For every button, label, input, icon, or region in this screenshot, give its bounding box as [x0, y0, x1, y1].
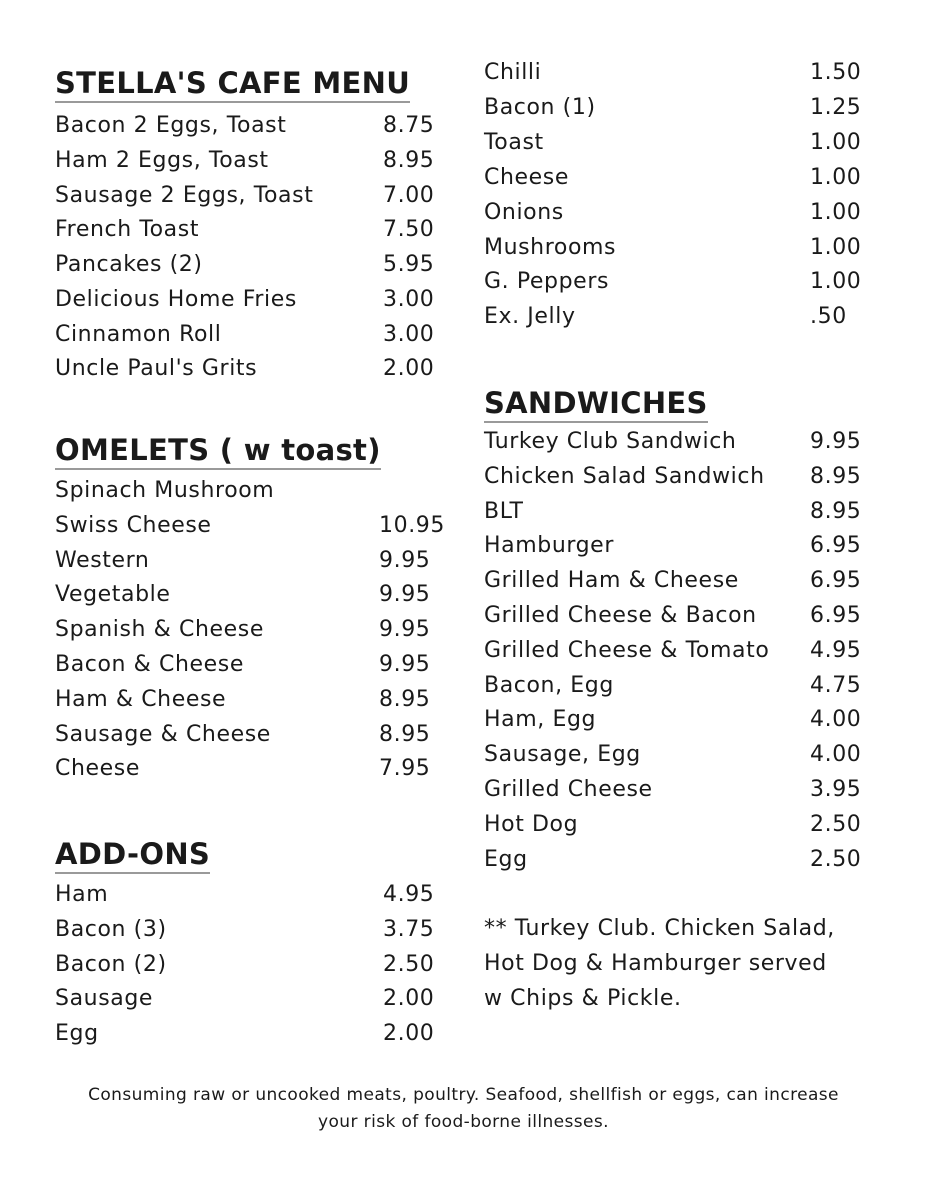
extra-item-price: 1.00: [810, 269, 862, 295]
breakfast-item-price: 2.00: [383, 356, 435, 382]
sandwich-item-price: 4.75: [810, 672, 862, 698]
omelet-item-price: 9.95: [379, 652, 431, 677]
sandwich-item-name: Ham, Egg: [484, 707, 597, 733]
sandwich-item: [484, 459, 884, 494]
sandwich-item: [484, 598, 884, 633]
extra-item: [484, 195, 884, 230]
sandwich-item-price: 6.95: [810, 533, 862, 559]
breakfast-item-price: 7.00: [383, 182, 435, 208]
omelet-item: [55, 682, 455, 717]
breakfast-item-price: 8.95: [383, 147, 435, 173]
breakfast-item: [55, 351, 455, 386]
extra-item-price: 1.00: [810, 234, 862, 260]
disclaimer-line: Consuming raw or uncooked meats, poultry. Seafood, shellfish or eggs, can increase: [88, 1085, 839, 1105]
addon-item-price: 2.00: [383, 986, 435, 1012]
addon-item-price: 4.95: [383, 882, 435, 907]
breakfast-item-name: French Toast: [55, 217, 200, 243]
omelets-heading: OMELETS ( w toast): [55, 433, 381, 470]
omelet-item-price: 7.95: [379, 756, 431, 782]
sandwich-item-price: 9.95: [810, 429, 862, 454]
extra-item-price: 1.00: [810, 164, 862, 190]
sandwich-item: [484, 842, 884, 877]
breakfast-item-price: 3.00: [383, 321, 435, 347]
sandwich-item-name: Grilled Ham & Cheese: [484, 568, 739, 594]
extra-item-name: Ex. Jelly: [484, 304, 576, 330]
sandwich-item: [484, 633, 884, 668]
omelet-item-name: Sausage & Cheese: [55, 721, 271, 747]
sandwich-item-price: 2.50: [810, 811, 862, 837]
extra-item: [484, 160, 884, 195]
omelet-item: [55, 612, 455, 647]
omelet-item-name: Bacon & Cheese: [55, 652, 244, 677]
breakfast-item: [55, 143, 455, 178]
omelet-item-price: 10.95: [379, 512, 445, 538]
sandwich-item-price: 2.50: [810, 846, 862, 872]
extra-item: [484, 230, 884, 265]
omelet-item: [55, 577, 455, 612]
omelet-item-price: 8.95: [379, 686, 431, 712]
sandwich-item-price: 8.95: [810, 498, 862, 524]
breakfast-item: [55, 212, 455, 247]
sandwich-item-price: 3.95: [810, 777, 862, 802]
sandwich-item: [484, 668, 884, 703]
addon-item-price: 2.00: [383, 1021, 435, 1046]
sandwich-item-name: Egg: [484, 846, 528, 872]
food-safety-disclaimer: [0, 1082, 927, 1136]
addon-item-name: Sausage: [55, 986, 154, 1012]
sandwich-item-price: 6.95: [810, 603, 862, 628]
sandwich-item: [484, 528, 884, 563]
omelet-item-name: Spinach Mushroom: [55, 478, 275, 503]
extra-item-price: 1.00: [810, 129, 862, 155]
extra-item-name: Cheese: [484, 164, 569, 190]
addon-item-price: 2.50: [383, 951, 435, 977]
omelet-item-price: 9.95: [379, 617, 431, 643]
omelet-item-name: Vegetable: [55, 582, 171, 608]
sandwich-item-name: Hot Dog: [484, 811, 579, 837]
omelet-item-name: Western: [55, 547, 150, 573]
addon-item: [55, 877, 455, 912]
sandwich-item-name: BLT: [484, 498, 524, 524]
breakfast-item-price: 3.00: [383, 286, 435, 312]
sandwich-item-price: 4.95: [810, 637, 862, 663]
omelet-item: [55, 473, 455, 508]
disclaimer-line: your risk of food-borne illnesses.: [318, 1112, 609, 1132]
omelet-item-price: 8.95: [379, 721, 431, 747]
addon-item-name: Bacon (2): [55, 951, 167, 977]
sandwich-item: [484, 737, 884, 772]
addon-item: [55, 912, 455, 947]
omelet-item: [55, 751, 455, 786]
sandwich-item: [484, 424, 884, 459]
extra-item: [484, 90, 884, 125]
breakfast-item-name: Ham 2 Eggs, Toast: [55, 147, 269, 173]
omelet-item-price: 9.95: [379, 547, 431, 573]
breakfast-item-name: Delicious Home Fries: [55, 286, 297, 312]
addon-item: [55, 1016, 455, 1051]
addon-item: [55, 947, 455, 982]
sandwich-item-price: 4.00: [810, 707, 862, 733]
extra-item-price: 1.25: [810, 94, 862, 120]
addons-heading: ADD-ONS: [55, 837, 210, 874]
breakfast-item-price: 7.50: [383, 217, 435, 243]
breakfast-item-price: 8.75: [383, 113, 435, 138]
extra-item: [484, 299, 884, 334]
sandwich-note-line: Hot Dog & Hamburger served: [484, 951, 827, 976]
sandwich-item-price: 4.00: [810, 742, 862, 768]
breakfast-item-name: Bacon 2 Eggs, Toast: [55, 113, 287, 138]
addon-item-name: Egg: [55, 1021, 99, 1046]
omelet-item-name: Cheese: [55, 756, 140, 782]
omelet-item-name: Ham & Cheese: [55, 686, 227, 712]
sandwich-item-name: Chicken Salad Sandwich: [484, 463, 765, 489]
omelet-item: [55, 508, 455, 543]
addon-item-name: Ham: [55, 882, 109, 907]
breakfast-item: [55, 247, 455, 282]
extra-item-price: 1.50: [810, 60, 862, 85]
sandwich-item-name: Hamburger: [484, 533, 614, 559]
sandwich-item-name: Bacon, Egg: [484, 672, 614, 698]
sandwich-note-line: w Chips & Pickle.: [484, 986, 682, 1011]
sandwich-item: [484, 807, 884, 842]
sandwich-item-name: Grilled Cheese: [484, 777, 653, 802]
sandwich-item: [484, 772, 884, 807]
menu-title: STELLA'S CAFE MENU: [55, 66, 410, 103]
extra-item: [484, 125, 884, 160]
omelet-item: [55, 647, 455, 682]
sandwich-item: [484, 563, 884, 598]
extra-item-name: Mushrooms: [484, 234, 617, 260]
sandwiches-heading: SANDWICHES: [484, 386, 708, 423]
sandwich-item-price: 8.95: [810, 463, 862, 489]
omelet-item-name: Spanish & Cheese: [55, 617, 264, 643]
addon-item: [55, 981, 455, 1016]
sandwich-item-price: 6.95: [810, 568, 862, 594]
omelet-item-price: 9.95: [379, 582, 431, 608]
addon-item-name: Bacon (3): [55, 916, 167, 942]
breakfast-item-name: Pancakes (2): [55, 252, 203, 277]
extra-item-price: 1.00: [810, 199, 862, 225]
sandwich-item: [484, 702, 884, 737]
extra-item: [484, 55, 884, 90]
breakfast-item: [55, 317, 455, 352]
sandwich-note-line: ** Turkey Club. Chicken Salad,: [484, 916, 835, 941]
breakfast-item-name: Sausage 2 Eggs, Toast: [55, 182, 314, 208]
extra-item: [484, 264, 884, 299]
extra-item-name: Onions: [484, 199, 564, 225]
sandwich-item-name: Turkey Club Sandwich: [484, 429, 737, 454]
omelet-item-name: Swiss Cheese: [55, 512, 212, 538]
addon-item-price: 3.75: [383, 916, 435, 942]
sandwich-item-name: Sausage, Egg: [484, 742, 641, 768]
extra-item-name: Toast: [484, 129, 544, 155]
extra-item-name: Chilli: [484, 60, 542, 85]
extra-item-name: G. Peppers: [484, 269, 610, 295]
breakfast-item-price: 5.95: [383, 252, 435, 277]
breakfast-item: [55, 108, 455, 143]
extra-item-price: .50: [810, 304, 847, 330]
omelet-item: [55, 543, 455, 578]
breakfast-item-name: Uncle Paul's Grits: [55, 356, 258, 382]
sandwich-item: [484, 494, 884, 529]
sandwich-item-name: Grilled Cheese & Tomato: [484, 637, 770, 663]
extra-item-name: Bacon (1): [484, 94, 596, 120]
omelet-item: [55, 717, 455, 752]
breakfast-item-name: Cinnamon Roll: [55, 321, 222, 347]
breakfast-item: [55, 282, 455, 317]
sandwich-note: [484, 911, 884, 1016]
breakfast-item: [55, 178, 455, 213]
sandwich-item-name: Grilled Cheese & Bacon: [484, 603, 757, 628]
